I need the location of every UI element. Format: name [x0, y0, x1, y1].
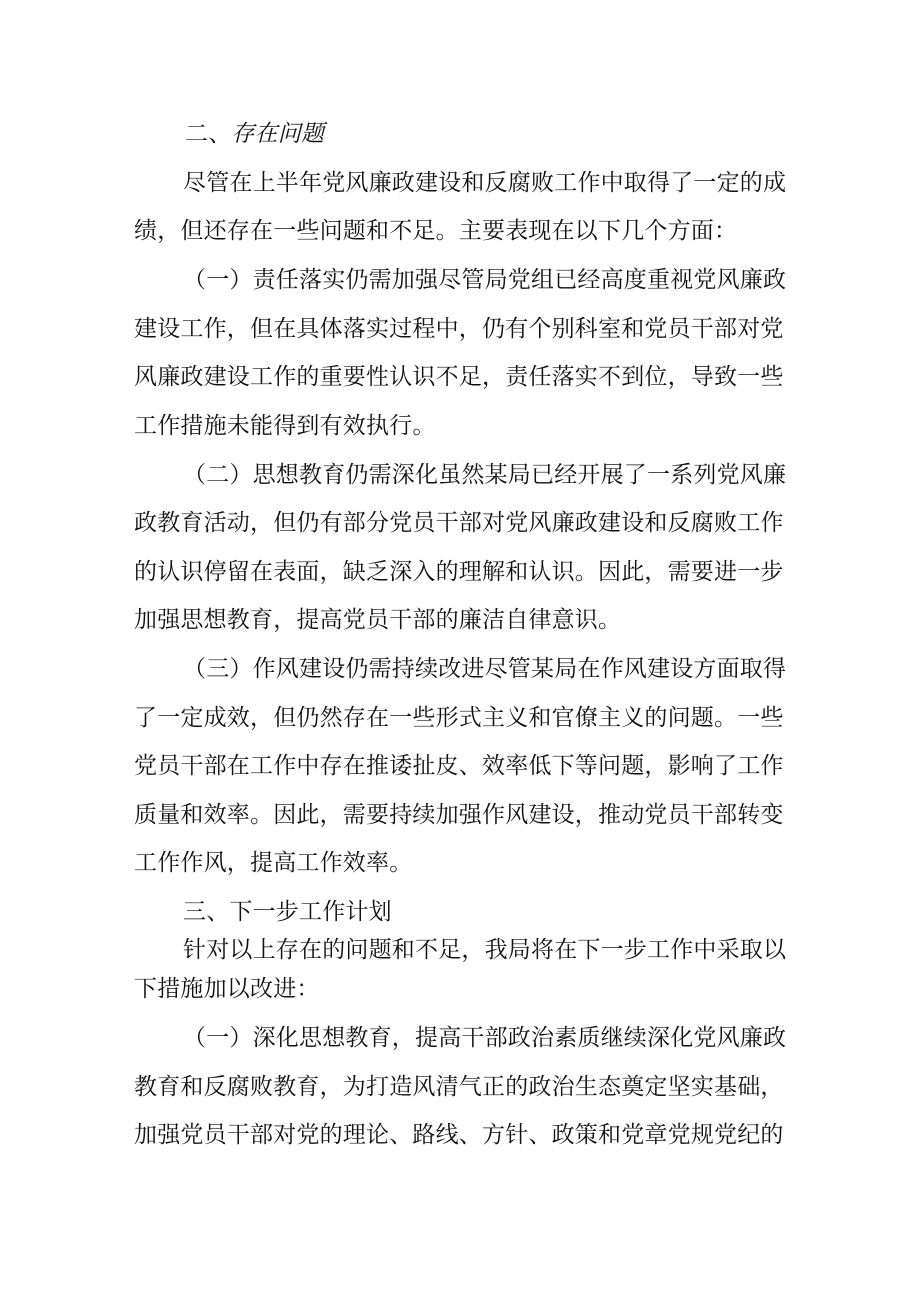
section2-item3-line: 工作作风，提高工作效率。 — [134, 850, 413, 876]
section2-item1-line: 风廉政建设工作的重要性认识不足，责任落实不到位，导致一些 — [134, 364, 784, 390]
section2-heading — [185, 119, 324, 149]
section3-intro-line: 下措施加以改进： — [134, 976, 320, 1002]
section2-item3-line: 党员干部在工作中存在推诿扯皮、效率低下等问题，影响了工作 — [134, 753, 784, 779]
section2-item2-line: 政教育活动，但仍有部分党员干部对党风廉政建设和反腐败工作 — [134, 510, 784, 536]
section2-item1-line: 工作措施未能得到有效执行。 — [134, 413, 436, 439]
section2-heading-title: 存在问题 — [231, 121, 325, 147]
section2-item3-line: 质量和效率。因此，需要持续加强作风建设，推动党员干部转变 — [134, 802, 784, 828]
section3-item1-line: 教育和反腐败教育，为打造风清气正的政治生态奠定坚实基础， — [134, 1074, 784, 1100]
section3-item1-line: （一）深化思想教育，提高干部政治素质继续深化党风廉政 — [183, 1025, 787, 1051]
section2-heading-number: 二、 — [185, 121, 232, 147]
section3-intro-line: 针对以上存在的问题和不足，我局将在下一步工作中采取以 — [183, 937, 787, 963]
section2-item2-line: （二）思想教育仍需深化虽然某局已经开展了一系列党风廉 — [183, 462, 787, 488]
section2-item2-line: 的认识停留在表面，缺乏深入的理解和认识。因此，需要进一步 — [134, 559, 784, 585]
section2-item3-line: 了一定成效，但仍然存在一些形式主义和官僚主义的问题。一些 — [134, 705, 784, 731]
section2-intro-line: 绩，但还存在一些问题和不足。主要表现在以下几个方面： — [134, 218, 738, 244]
section2-item2-line: 加强思想教育，提高党员干部的廉洁自律意识。 — [134, 607, 622, 633]
section2-item3-line: （三）作风建设仍需持续改进尽管某局在作风建设方面取得 — [183, 656, 787, 682]
section2-item1-line: （一）责任落实仍需加强尽管局党组已经高度重视党风廉政 — [183, 267, 787, 293]
section2-item1-line: 建设工作，但在具体落实过程中，仍有个别科室和党员干部对党 — [134, 316, 784, 342]
section3-heading: 三、下一步工作计划 — [183, 899, 392, 925]
section3-item1-line: 加强党员干部对党的理论、路线、方针、政策和党章党规党纪的 — [134, 1122, 784, 1148]
section2-intro-line: 尽管在上半年党风廉政建设和反腐败工作中取得了一定的成 — [183, 170, 787, 196]
